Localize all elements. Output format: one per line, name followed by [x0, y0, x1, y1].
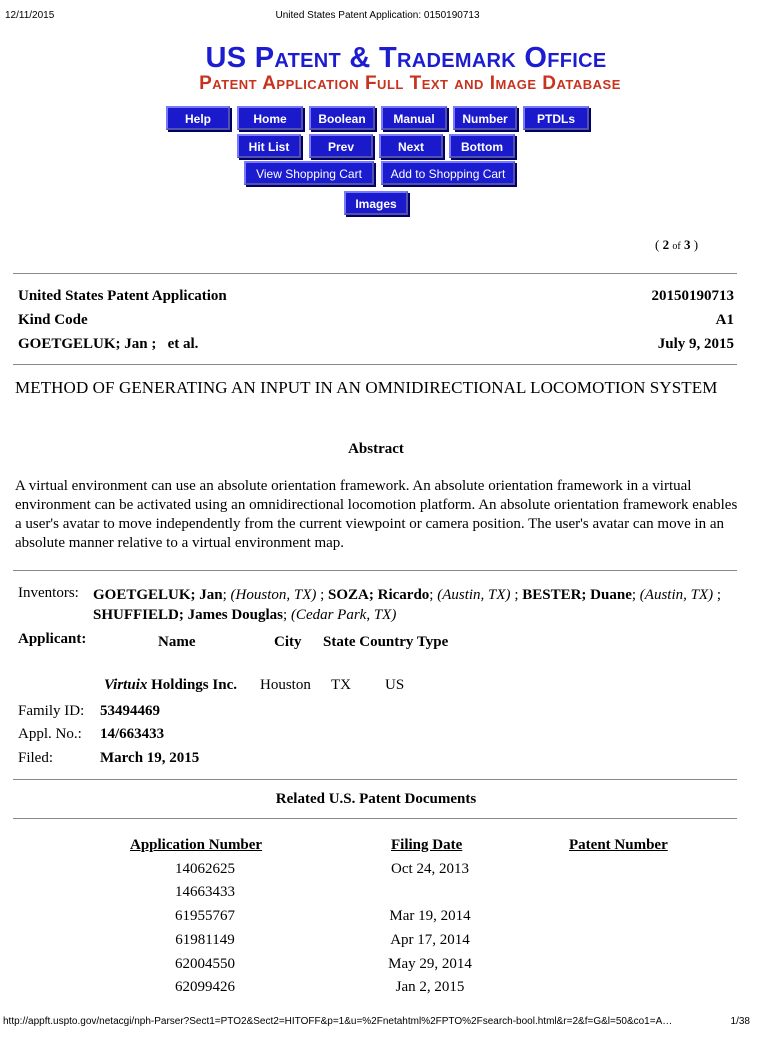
page-of-label: of — [672, 241, 681, 252]
appl-no: 14/663433 — [100, 726, 165, 742]
boolean-button[interactable]: Boolean — [309, 106, 375, 130]
inventor-name: SOZA; Ricardo — [328, 587, 430, 603]
print-page-number: 1/38 — [730, 1016, 750, 1027]
view-shopping-cart-button[interactable]: View Shopping Cart — [244, 161, 374, 185]
inventor-name: BESTER; Duane — [522, 587, 632, 603]
related-app-number: 14663433 — [175, 884, 235, 900]
inventor-date-row — [18, 336, 734, 353]
applicant-city: Houston — [260, 677, 311, 693]
next-button[interactable]: Next — [379, 134, 443, 158]
home-button[interactable]: Home — [237, 106, 303, 130]
hit-list-button[interactable]: Hit List — [237, 134, 301, 158]
uspto-logo-line1: US Patent & Trademark Office — [205, 42, 607, 74]
inventors-list: GOETGELUK; Jan; (Houston, TX) ; SOZA; Ricardo; (Austin, TX) ; BESTER; Duane; (Austin, TX) ; SHUFFIELD; James Douglas; (Cedar Park, TX) — [93, 587, 722, 623]
applicant-header-city: City — [274, 634, 302, 650]
divider — [13, 818, 737, 819]
filed-date: March 19, 2015 — [100, 750, 200, 766]
family-id: 53494469 — [100, 703, 160, 719]
applicant-name-rest: Holdings Inc. — [147, 677, 237, 693]
inventors-label: Inventors: — [18, 585, 79, 601]
doc-type-row — [18, 288, 734, 305]
filed-label: Filed: — [18, 750, 54, 766]
related-app-number: 61981149 — [175, 932, 235, 948]
print-header — [5, 10, 750, 24]
uspto-logo-line2: Patent Application Full Text and Image Database — [199, 73, 621, 94]
prev-button[interactable]: Prev — [309, 134, 373, 158]
inventor-location: (Austin, TX) — [639, 587, 714, 603]
divider — [13, 364, 737, 365]
bottom-button[interactable]: Bottom — [449, 134, 515, 158]
page-url: http://appft.uspto.gov/netacgi/nph-Parser?Sect1=PTO2&Sect2=HITOFF&p=1&u=%2Fnetahtml%2FPTO%2Fsearch-bool.html&r=2&f=G&l=50&co1=A… — [3, 1016, 673, 1027]
doc-type: United States Patent Application — [18, 288, 227, 304]
related-app-number: 61955767 — [175, 908, 235, 924]
applicant-label: Applicant: — [18, 631, 87, 647]
number-button[interactable]: Number — [453, 106, 517, 130]
abstract-text: A virtual environment can use an absolute orientation framework. An absolute orientation framework in a virtual environment can be activated using an omnidirectional locomotion platform. An absolute orientation framework enables a user's avatar to move independently from the current viewpoint or camera position. The user's avatar can move in an absolute manner relative to a virtual environment map. — [15, 478, 738, 551]
applicant-name-italic: Virtuix — [104, 677, 148, 693]
applicant-header-state-country-type: State Country Type — [323, 634, 449, 650]
family-id-label: Family ID: — [18, 703, 85, 719]
related-filing-date: Mar 19, 2014 — [389, 908, 471, 924]
related-filing-date: Apr 17, 2014 — [390, 932, 470, 948]
divider — [13, 273, 737, 274]
patent-title: METHOD OF GENERATING AN INPUT IN AN OMNIDIRECTIONAL LOCOMOTION SYSTEM — [15, 378, 718, 397]
help-button[interactable]: Help — [166, 106, 230, 130]
related-app-number: 62099426 — [175, 979, 235, 995]
print-title: United States Patent Application: 0150190713 — [275, 10, 480, 21]
inventor-location: (Cedar Park, TX) — [290, 607, 397, 623]
inventor-name: GOETGELUK; Jan — [93, 587, 223, 603]
images-button[interactable]: Images — [344, 191, 408, 215]
inventor-name: SHUFFIELD; James Douglas — [93, 607, 284, 623]
related-filing-date: May 29, 2014 — [388, 956, 472, 972]
col-application-number: Application Number — [130, 837, 263, 853]
related-app-number: 14062625 — [175, 861, 235, 877]
kind-code-row — [18, 312, 734, 329]
related-docs-heading: Related U.S. Patent Documents — [275, 791, 477, 807]
applicant-header-name: Name — [158, 634, 196, 650]
divider — [13, 570, 737, 571]
inventor-location: (Houston, TX) — [230, 587, 317, 603]
applicant-name — [104, 677, 237, 694]
inventor-short: GOETGELUK; Jan ; et al. — [18, 336, 199, 352]
related-filing-date: Jan 2, 2015 — [395, 979, 465, 995]
doc-number: 20150190713 — [651, 288, 734, 304]
manual-button[interactable]: Manual — [381, 106, 447, 130]
inventor-location: (Austin, TX) — [437, 587, 511, 603]
ptdls-button[interactable]: PTDLs — [523, 106, 589, 130]
col-filing-date: Filing Date — [391, 837, 463, 853]
col-patent-number: Patent Number — [569, 837, 668, 853]
publication-date: July 9, 2015 — [657, 336, 734, 352]
applicant-country: US — [385, 677, 405, 693]
kind-code-value: A1 — [715, 312, 734, 328]
kind-code-label: Kind Code — [18, 312, 88, 328]
related-app-number: 62004550 — [175, 956, 235, 972]
related-filing-date: Oct 24, 2013 — [391, 861, 469, 877]
total-pages: 3 — [683, 237, 691, 252]
appl-no-label: Appl. No.: — [18, 726, 82, 742]
applicant-state: TX — [331, 677, 351, 693]
divider — [13, 779, 737, 780]
current-page: 2 — [662, 237, 670, 252]
print-date: 12/11/2015 — [5, 10, 55, 21]
page-counter: ( 2 of 3 ) — [655, 237, 699, 252]
add-to-shopping-cart-button[interactable]: Add to Shopping Cart — [381, 161, 515, 185]
abstract-heading: Abstract — [348, 441, 404, 457]
